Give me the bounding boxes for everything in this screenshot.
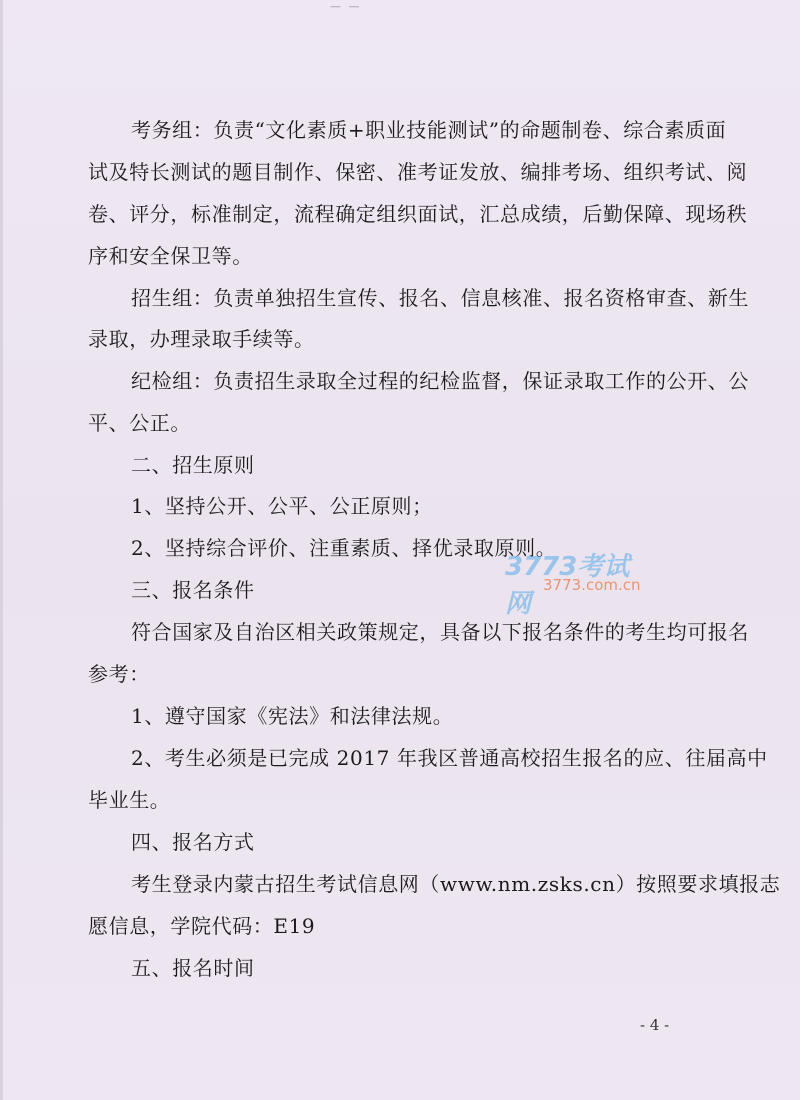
section-heading: 五、报名时间 (131, 956, 255, 980)
watermark-text: 3773考试网 (505, 552, 630, 619)
paragraph-line: 符合国家及自治区相关政策规定，具备以下报名条件的考生均可报名 (131, 620, 749, 644)
section-heading: 三、报名条件 (131, 578, 255, 602)
paragraph-line: 考务组：负责“文化素质+职业技能测试”的命题制卷、综合素质面 (131, 118, 727, 142)
paragraph-line: 参考： (88, 662, 150, 686)
list-item: 2、考生必须是已完成 2017 年我区普通高校招生报名的应、往届高中 (131, 746, 768, 770)
section-heading: 四、报名方式 (131, 830, 255, 854)
paragraph-line: 毕业生。 (88, 788, 171, 812)
list-item: 1、坚持公开、公平、公正原则； (131, 494, 433, 518)
paragraph-line: 纪检组：负责招生录取全过程的纪检监督，保证录取工作的公开、公 (131, 369, 749, 393)
page-number: - 4 - (640, 1016, 670, 1034)
paragraph-line: 卷、评分，标准制定，流程确定组织面试，汇总成绩，后勤保障、现场秩 (88, 202, 748, 226)
list-item: 1、遵守国家《宪法》和法律法规。 (131, 704, 454, 728)
paragraph-line: 平、公正。 (88, 411, 191, 435)
paragraph-line: 序和安全保卫等。 (88, 244, 253, 268)
paragraph-line: 愿信息，学院代码：E19 (88, 914, 316, 938)
watermark-url: 3773.com.cn (543, 576, 641, 594)
paragraph-line: 试及特长测试的题目制作、保密、准考证发放、编排考场、组织考试、阅 (88, 160, 748, 184)
scan-header-mark: — — (330, 0, 362, 13)
list-item: 2、坚持综合评价、注重素质、择优录取原则。 (131, 536, 557, 560)
paragraph-line: 录取，办理录取手续等。 (88, 327, 315, 351)
section-heading: 二、招生原则 (131, 453, 255, 477)
site-watermark (505, 546, 655, 619)
paragraph-line: 招生组：负责单独招生宣传、报名、信息核准、报名资格审查、新生 (131, 286, 749, 310)
paragraph-line: 考生登录内蒙古招生考试信息网（www.nm.zsks.cn）按照要求填报志 (131, 872, 781, 896)
